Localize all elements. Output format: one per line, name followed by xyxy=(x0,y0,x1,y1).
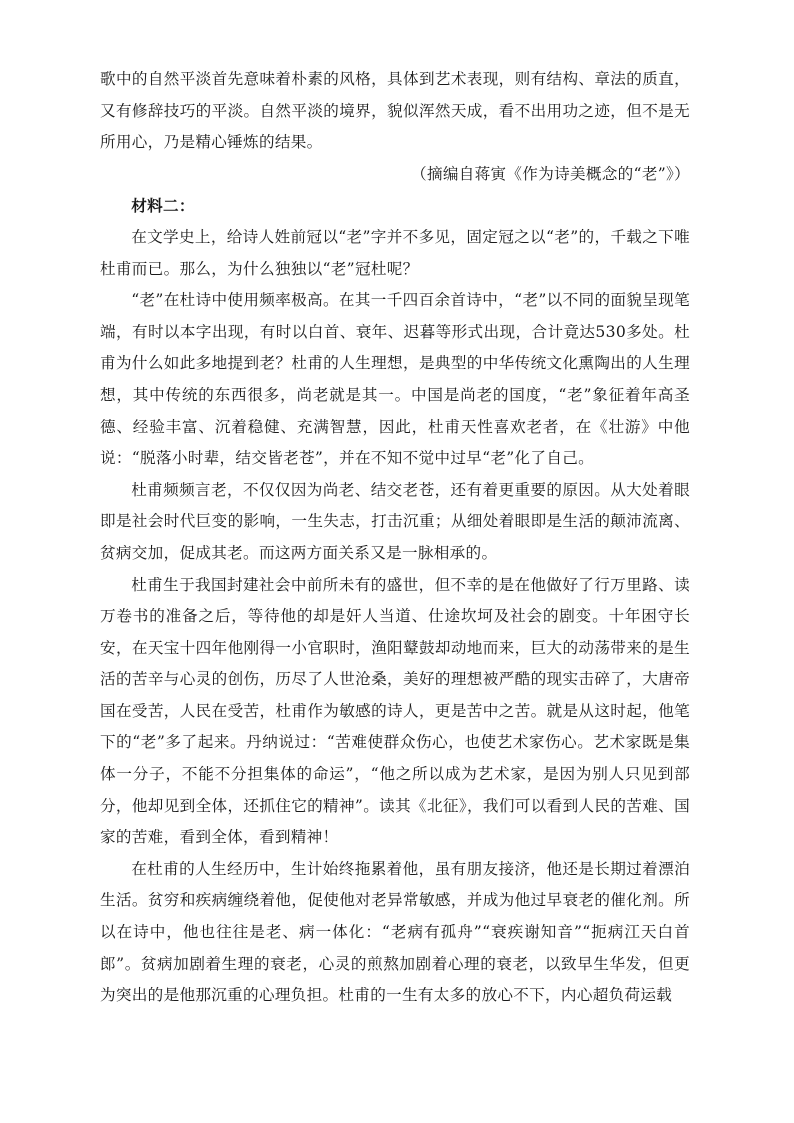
material2-paragraph-5: 在杜甫的人生经历中，生计始终拖累着他，虽有朋友接济，他还是长期过着漂泊生活。贫穷和疾病缠绕着他，促使他对老异常敏感，并成为他过早衰老的催化剂。所以在诗中，他也往往是老、病一体化：“老病有孤舟”“衰疾谢知音”“扼病江天白首郎”。贫病加剧着生理的衰老，心灵的煎熬加剧着心理的衰老，以致早生华发，但更为突出的是他那沉重的心理负担。杜甫的一生有太多的放心不下，内心超负荷运载 xyxy=(100,859,690,1005)
material2-heading: 材料二： xyxy=(131,196,195,216)
material1-source-citation: （摘编自蒋寅《作为诗美概念的“老”》） xyxy=(411,164,690,183)
material1-continuation-paragraph: 歌中的自然平淡首先意味着朴素的风格，具体到艺术表现，则有结构、章法的质直，又有修辞技巧的平淡。自然平淡的境界，貌似浑然天成，看不出用功之迹，但不是无所用心，乃是精心锤炼的结果。 xyxy=(100,70,690,152)
material2-paragraph-3: 杜甫频频言老，不仅仅因为尚老、结交老苍，还有着更重要的原因。从大处着眼即是社会时代巨变的影响，一生失志，打击沉重；从细处着眼即是生活的颠沛流离、贫病交加，促成其老。而这两方面关系又是一脉相承的。 xyxy=(100,480,690,562)
material2-paragraph-1: 在文学史上，给诗人姓前冠以“老”字并不多见，固定冠之以“老”的，千载之下唯杜甫而已。那么，为什么独独以“老”冠杜呢？ xyxy=(100,227,690,278)
material2-paragraph-2: “老”在杜诗中使用频率极高。在其一千四百余首诗中，“老”以不同的面貌呈现笔端，有时以本字出现，有时以白首、衰年、迟暮等形式出现，合计竟达530多处。杜甫为什么如此多地提到老？杜甫的人生理想，是典型的中华传统文化熏陶出的人生理想，其中传统的东西很多，尚老就是其一。中国是尚老的国度，“老”象征着年高圣德、经验丰富、沉着稳健、充满智慧，因此，杜甫天性喜欢老者，在《壮游》中他说：“脱落小时辈，结交皆老苍”，并在不知不觉中过早“老”化了自己。 xyxy=(100,291,690,468)
document-page xyxy=(100,64,690,1012)
material2-paragraph-4: 杜甫生于我国封建社会中前所未有的盛世，但不幸的是在他做好了行万里路、读万卷书的准备之后，等待他的却是奸人当道、仕途坎坷及社会的剧变。十年困守长安，在天宝十四年他刚得一小官职时，渔阳鼙鼓却动地而来，巨大的动荡带来的是生活的苦辛与心灵的创伤，历尽了人世沧桑，美好的理想被严酷的现实击碎了，大唐帝国在受苦，人民在受苦，杜甫作为敏感的诗人，更是苦中之苦。就是从这时起，他笔下的“老”多了起来。丹纳说过：“苦难使群众伤心，也使艺术家伤心。艺术家既是集体一分子，不能不分担集体的命运”，“他之所以成为艺术家，是因为别人只见到部分，他却见到全体，还抓住它的精神”。读其《北征》，我们可以看到人民的苦难、国家的苦难，看到全体，看到精神！ xyxy=(100,575,690,847)
